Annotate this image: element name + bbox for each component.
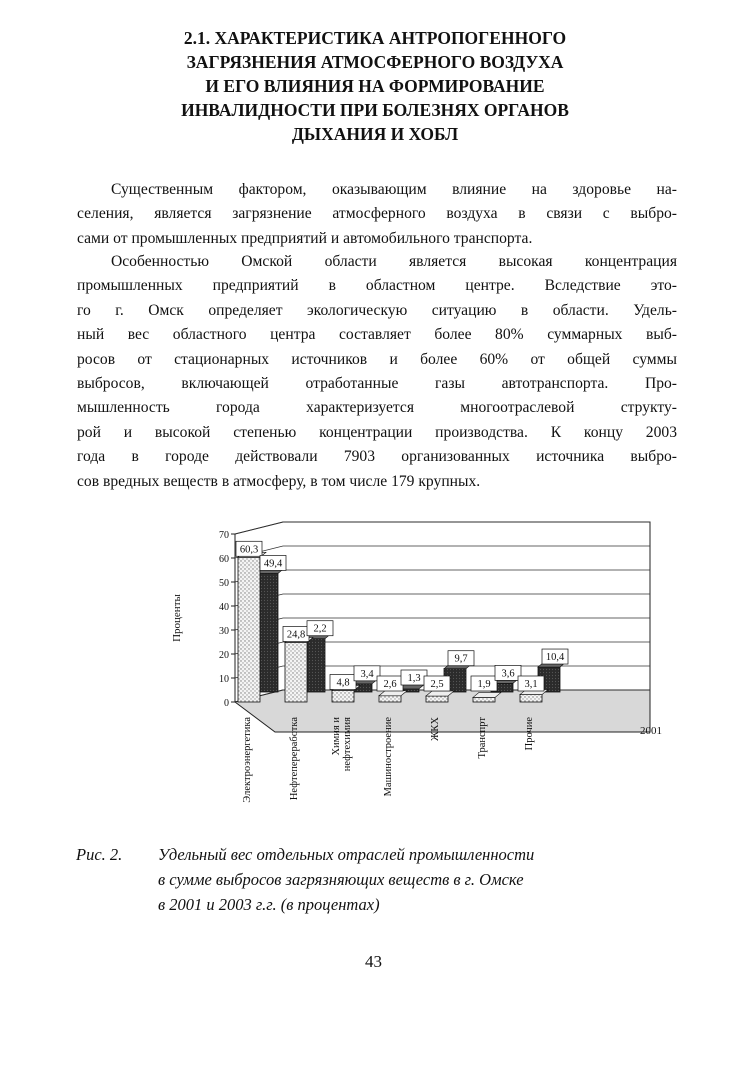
paragraph-line: выбросов, включающей отработанные газы автотранспорта. Про- (77, 375, 677, 393)
x-category-label: ЖКХ (430, 717, 441, 741)
x-category-label: Транспрт (477, 717, 488, 759)
heading-line: ИНВАЛИДНОСТИ ПРИ БОЛЕЗНЯХ ОРГАНОВ (181, 100, 569, 120)
x-category-label: Прочие (524, 717, 535, 751)
bar-series-1 (332, 690, 354, 702)
caption-line: Удельный вес отдельных отраслей промышленности (158, 845, 535, 864)
paragraph-line: го г. Омск определяет экологическую ситуацию в области. Удель- (77, 301, 677, 319)
x-category-label: Машиностроение (383, 717, 394, 797)
paragraph-line: росов от стационарных источников и более 60% от общей суммы (77, 350, 677, 368)
paragraph-line: Существенным фактором, оказывающим влияние на здоровье на- (111, 181, 677, 198)
bar-series-1 (520, 695, 542, 702)
paragraph-line: промышленных предприятий в областном центре. Вследствие это- (77, 277, 677, 295)
y-tick-label: 0 (224, 698, 229, 709)
x-category-label: Химия и (331, 717, 342, 756)
data-label-series-2: 2,2 (313, 623, 327, 635)
bar-series-1 (379, 696, 401, 702)
y-tick-label: 40 (219, 602, 229, 613)
page-number: 43 (365, 952, 382, 971)
y-tick-label: 10 (219, 674, 229, 685)
section-heading (95, 26, 655, 146)
data-label-series-1: 2,6 (383, 679, 397, 690)
data-label-series-2: 3,6 (501, 668, 515, 680)
y-tick-label: 60 (219, 554, 229, 565)
paragraph-line: сами от промышленных предприятий и автомобильного транспорта. (77, 229, 533, 247)
bar-series-1 (285, 642, 307, 702)
y-tick-label: 70 (219, 530, 229, 541)
heading-line: ДЫХАНИЯ И ХОБЛ (291, 124, 459, 144)
heading-line: ЗАГРЯЗНЕНИЯ АТМОСФЕРНОГО ВОЗДУХА (186, 52, 564, 72)
data-label-series-2: 9,7 (454, 653, 468, 665)
paragraph-line: сов вредных веществ в атмосферу, в том числе 179 крупных. (77, 472, 481, 490)
y-tick-label: 50 (219, 578, 229, 589)
caption-text (158, 842, 678, 917)
paragraph-line: мышленность города характеризуется многоотраслевой структу- (77, 399, 677, 417)
series-label: 2001 (640, 725, 662, 737)
data-label-series-1: 1,9 (477, 679, 491, 690)
data-label-series-2: 10,4 (545, 652, 565, 664)
caption-line: в 2001 и 2003 г.г. (в процентах) (158, 895, 380, 914)
paragraph-line: рой и высокой степенью концентрации производства. К концу 2003 (77, 423, 677, 441)
data-label-series-2: 49,4 (263, 558, 283, 570)
bar-series-1 (426, 696, 448, 702)
paragraph-1 (77, 178, 677, 251)
paragraph-line: года в городе действовали 7903 организованных источника выбро- (77, 448, 677, 466)
data-label-series-1: 4,8 (336, 677, 350, 689)
paragraph-line: селения, является загрязнение атмосферного воздуха в связи с выбро- (77, 205, 677, 223)
y-axis-label: Проценты (171, 594, 183, 642)
y-tick-label: 20 (219, 650, 229, 661)
bar-series-1 (473, 697, 495, 702)
data-label-series-1: 2,5 (430, 679, 444, 690)
y-tick-label: 30 (219, 626, 229, 637)
heading-line: 2.1. ХАРАКТЕРИСТИКА АНТРОПОГЕННОГО (183, 28, 567, 48)
bar-series-1 (238, 557, 260, 702)
data-label-series-2: 3,4 (360, 668, 374, 680)
data-label-series-1: 24,8 (286, 629, 306, 641)
chart-plot-area (171, 522, 662, 803)
emissions-bar-chart (140, 512, 662, 834)
data-label-series-2: 1,3 (407, 673, 421, 684)
data-label-series-1: 3,1 (524, 679, 538, 690)
paragraph-line: ный вес областного центра составляет более 80% суммарных выб- (77, 326, 677, 344)
data-label-series-1: 60,3 (239, 544, 259, 556)
x-category-label: Нефтепереработка (289, 717, 300, 801)
x-category-label: нефтехимия (342, 717, 353, 772)
figure-label: Рис. 2. (76, 845, 123, 864)
caption-line: в сумме выбросов загрязняющих веществ в г. Омске (158, 870, 524, 889)
heading-line: И ЕГО ВЛИЯНИЯ НА ФОРМИРОВАНИЕ (205, 76, 545, 96)
x-category-label: Электроэнергетика (242, 717, 253, 803)
paragraph-line: Особенностью Омской области является высокая концентрация (111, 253, 677, 270)
paragraph-2 (77, 250, 677, 494)
